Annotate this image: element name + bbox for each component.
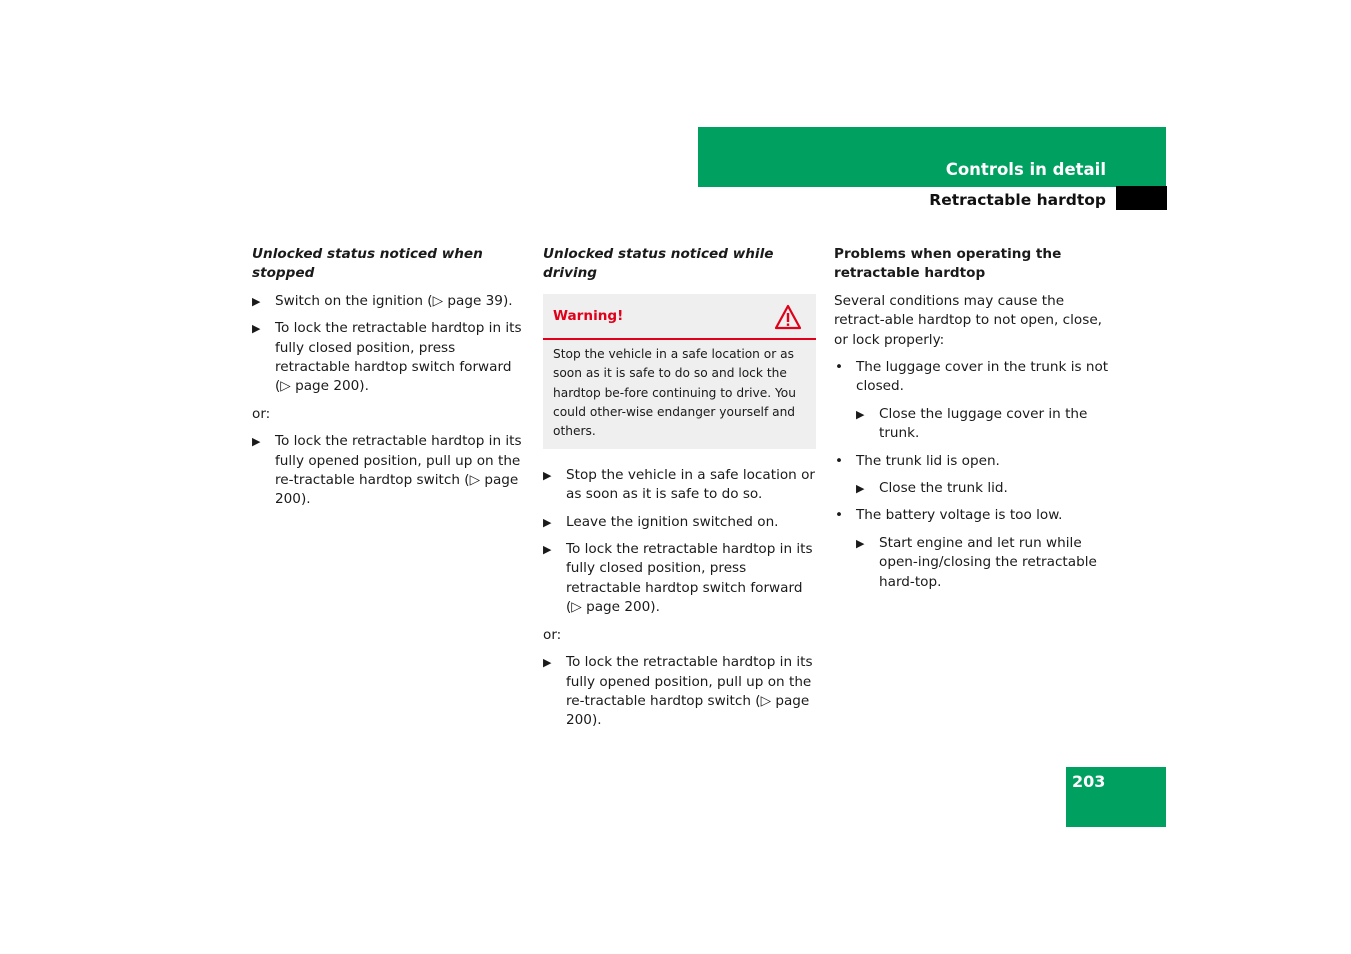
step-item: [543, 653, 819, 731]
action-item: [834, 479, 1110, 498]
heading-problems: Problems when operating the retractable hardtop: [834, 246, 1062, 282]
section-title: Controls in detail: [945, 160, 1106, 179]
step-item: [543, 466, 819, 505]
step-text: Switch on the ignition (▷ page 39).: [275, 292, 513, 309]
step-text: Leave the ignition switched on.: [566, 513, 779, 530]
section-tab-marker: [1116, 186, 1167, 210]
step-text: To lock the retractable hardtop in its fully closed position, press retractable hardtop switch forward (▷ page 200).: [566, 541, 813, 616]
problems-intro: Several conditions may cause the retract-able hardtop to not open, close, or lock properly:: [834, 292, 1103, 348]
condition-item: [834, 452, 1110, 471]
bullet-dot-icon: •: [835, 452, 844, 469]
action-item: [834, 405, 1110, 444]
subsection-title: Retractable hardtop: [929, 191, 1106, 209]
action-item: [834, 534, 1110, 592]
action-text: Close the trunk lid.: [879, 480, 1008, 497]
page-number: 203: [1072, 772, 1106, 791]
warning-box: [543, 294, 816, 449]
step-item: [543, 540, 819, 618]
bullet-dot-icon: •: [835, 507, 844, 524]
step-text: To lock the retractable hardtop in its fully closed position, press retractable hardtop switch forward (▷ page 200).: [275, 320, 522, 395]
condition-text: The battery voltage is too low.: [856, 507, 1063, 524]
step-item: [252, 292, 528, 311]
bullet-dot-icon: •: [835, 359, 844, 376]
warning-text: Stop the vehicle in a safe location or as soon as it is safe to do so and lock the hardtop be-fore continuing to drive. You could other-wise endanger yourself and others.: [553, 346, 796, 439]
step-arrow-icon: ▶: [543, 543, 552, 557]
or-text: or:: [252, 405, 271, 422]
step-text: To lock the retractable hardtop in its fully opened position, pull up on the re-tractable hardtop switch (▷ page 200).: [566, 654, 813, 729]
or-text: or:: [543, 626, 562, 643]
step-arrow-icon: ▶: [856, 536, 865, 550]
column-problems: [834, 245, 1110, 600]
step-text: To lock the retractable hardtop in its fully opened position, pull up on the re-tractable hardtop switch (▷ page 200).: [275, 433, 522, 508]
warning-triangle-icon: [774, 304, 802, 330]
step-arrow-icon: ▶: [856, 407, 865, 421]
heading-stopped: Unlocked status noticed when stopped: [252, 246, 483, 282]
column-driving: [543, 245, 819, 739]
action-text: Start engine and let run while open-ing/closing the retractable hard-top.: [879, 534, 1097, 590]
condition-text: The luggage cover in the trunk is not closed.: [856, 359, 1109, 395]
step-arrow-icon: ▶: [543, 656, 552, 670]
warning-header: [543, 294, 816, 340]
condition-text: The trunk lid is open.: [856, 452, 1000, 469]
step-arrow-icon: ▶: [543, 468, 552, 482]
condition-item: [834, 506, 1110, 525]
step-arrow-icon: ▶: [252, 322, 261, 336]
step-item: [252, 432, 528, 510]
step-item: [252, 319, 528, 397]
condition-item: [834, 358, 1110, 397]
step-arrow-icon: ▶: [856, 482, 865, 496]
step-text: Stop the vehicle in a safe location or as soon as it is safe to do so.: [566, 466, 816, 503]
column-stopped: [252, 245, 528, 518]
action-text: Close the luggage cover in the trunk.: [879, 405, 1088, 442]
step-arrow-icon: ▶: [252, 294, 261, 308]
step-item: [543, 513, 819, 532]
step-arrow-icon: ▶: [543, 515, 552, 529]
step-arrow-icon: ▶: [252, 435, 261, 449]
heading-driving: Unlocked status noticed while driving: [543, 246, 774, 282]
warning-title: Warning!: [553, 307, 624, 324]
